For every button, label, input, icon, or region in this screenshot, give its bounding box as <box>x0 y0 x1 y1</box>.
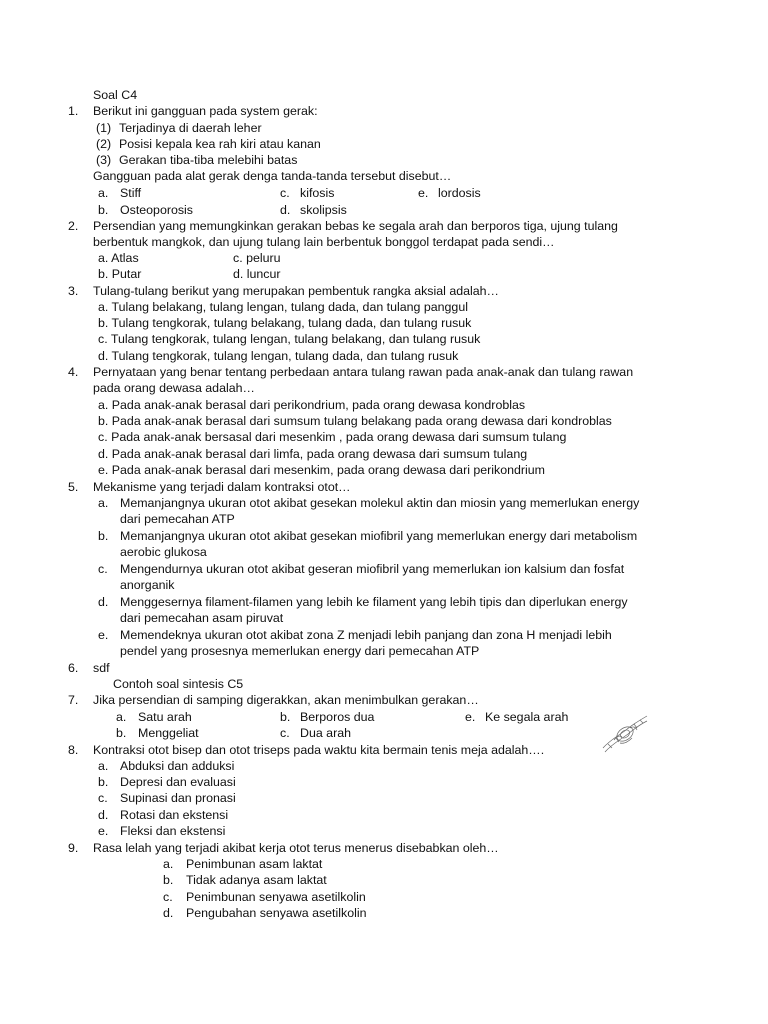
option-label: a. <box>98 496 109 510</box>
option-text: b. Tulang tengkorak, tulang belakang, tulang dada, dan tulang rusuk <box>98 316 472 330</box>
question-3-text: Tulang-tulang berikut yang merupakan pembentuk rangka aksial adalah… <box>93 284 499 298</box>
option-label: a. <box>163 857 174 871</box>
option-label: d. <box>98 595 109 609</box>
q1-item-number: (1) <box>96 121 112 135</box>
section-header: Soal C4 <box>93 88 138 102</box>
option-text: c. Pada anak-anak bersasal dari mesenkim , pada orang dewasa dari sumsum tulang <box>98 430 567 444</box>
option-text: Satu arah <box>138 710 192 724</box>
option-text: Stiff <box>120 186 142 200</box>
option-text: dari pemecahan asam piruvat <box>120 611 284 625</box>
question-8-text: Kontraksi otot bisep dan otot triseps pada waktu kita bermain tenis meja adalah…. <box>93 743 545 757</box>
option-text: a. Tulang belakang, tulang lengan, tulang dada, dan tulang panggul <box>98 300 468 314</box>
option-text: Memanjangnya ukuran otot akibat gesekan molekul aktin dan miosin yang memerlukan energy <box>120 496 640 510</box>
option-text: Penimbunan senyawa asetilkolin <box>186 890 366 904</box>
option-label: b. <box>163 873 174 887</box>
option-text: pendel yang prosesnya memerlukan energy dari pemecahan ATP <box>120 644 480 658</box>
question-3-number: 3. <box>68 284 79 298</box>
question-8-number: 8. <box>68 743 79 757</box>
question-1-number: 1. <box>68 104 79 118</box>
question-9-text: Rasa lelah yang terjadi akibat kerja otot terus menerus disebabkan oleh… <box>93 841 499 855</box>
joint-sketch-image <box>600 710 650 760</box>
option-label: c. <box>280 186 290 200</box>
question-4-number: 4. <box>68 365 79 379</box>
option-text: Rotasi dan ekstensi <box>120 808 229 822</box>
option-text: lordosis <box>438 186 481 200</box>
option-text: Pengubahan senyawa asetilkolin <box>186 906 367 920</box>
option-text: dari pemecahan ATP <box>120 512 235 526</box>
question-7-number: 7. <box>68 693 79 707</box>
option-text: a. Atlas <box>98 251 139 265</box>
option-text: Fleksi dan ekstensi <box>120 824 226 838</box>
question-6-text: sdf <box>93 661 110 675</box>
option-label: c. <box>98 562 108 576</box>
option-label: b. <box>116 726 127 740</box>
option-label: e. <box>465 710 476 724</box>
sintesis-section-title: Contoh soal sintesis C5 <box>113 677 244 691</box>
option-text: aerobic glukosa <box>120 545 207 559</box>
question-2-text: Persendian yang memungkinkan gerakan bebas ke segala arah dan berporos tiga, ujung tulang <box>93 219 618 233</box>
question-6-number: 6. <box>68 661 79 675</box>
option-label: b. <box>280 710 291 724</box>
option-label: b. <box>98 529 109 543</box>
option-label: c. <box>98 791 108 805</box>
option-text: skolipsis <box>300 203 347 217</box>
option-text: c. peluru <box>233 251 281 265</box>
option-text: Abduksi dan adduksi <box>120 759 235 773</box>
option-text: Memanjangnya ukuran otot akibat gesekan miofibril yang memerlukan energy dari metabolism <box>120 529 638 543</box>
option-label: e. <box>98 824 109 838</box>
option-text: Depresi dan evaluasi <box>120 775 236 789</box>
option-text: c. Tulang tengkorak, tulang lengan, tulang belakang, dan tulang rusuk <box>98 332 481 346</box>
question-2-text: berbentuk mangkok, dan ujung tulang lain berbentuk bonggol terdapat pada sendi… <box>93 235 555 249</box>
option-text: Menggeliat <box>138 726 199 740</box>
option-label: c. <box>280 726 290 740</box>
question-2-number: 2. <box>68 219 79 233</box>
option-label: e. <box>98 628 109 642</box>
q1-item-text: Terjadinya di daerah leher <box>119 121 262 135</box>
option-label: c. <box>163 890 173 904</box>
option-text: Osteoporosis <box>120 203 194 217</box>
option-label: d. <box>280 203 291 217</box>
option-label: b. <box>98 203 109 217</box>
option-text: b. Pada anak-anak berasal dari sumsum tulang belakang pada orang dewasa dari kondroblas <box>98 414 612 428</box>
q1-item-text: Posisi kepala kea rah kiri atau kanan <box>119 137 321 151</box>
question-5-number: 5. <box>68 480 79 494</box>
option-text: Penimbunan asam laktat <box>186 857 323 871</box>
option-label: a. <box>98 759 109 773</box>
option-text: d. Tulang tengkorak, tulang lengan, tulang dada, dan tulang rusuk <box>98 349 459 363</box>
question-9-number: 9. <box>68 841 79 855</box>
option-label: a. <box>116 710 127 724</box>
option-label: d. <box>98 808 109 822</box>
option-text: d. Pada anak-anak berasal dari limfa, pada orang dewasa dari sumsum tulang <box>98 447 528 461</box>
option-text: b. Putar <box>98 267 142 281</box>
option-text: a. Pada anak-anak berasal dari perikondrium, pada orang dewasa kondroblas <box>98 398 526 412</box>
option-text: kifosis <box>300 186 335 200</box>
option-label: a. <box>98 186 109 200</box>
option-text: Dua arah <box>300 726 351 740</box>
option-label: d. <box>163 906 174 920</box>
question-4-text: pada orang dewasa adalah… <box>93 381 255 395</box>
option-text: d. luncur <box>233 267 281 281</box>
option-text: Berporos dua <box>300 710 375 724</box>
option-text: Memendeknya ukuran otot akibat zona Z menjadi lebih panjang dan zona H menjadi lebih <box>120 628 612 642</box>
question-1-stem: Gangguan pada alat gerak denga tanda-tanda tersebut disebut… <box>93 169 452 183</box>
option-text: Supinasi dan pronasi <box>120 791 236 805</box>
option-text: Tidak adanya asam laktat <box>186 873 327 887</box>
option-text: Menggesernya filament-filamen yang lebih ke filament yang lebih tipis dan diperlukan energy <box>120 595 628 609</box>
option-label: b. <box>98 775 109 789</box>
option-text: Ke segala arah <box>485 710 569 724</box>
question-4-text: Pernyataan yang benar tentang perbedaan antara tulang rawan pada anak-anak dan tulang rawan <box>93 365 634 379</box>
question-5-text: Mekanisme yang terjadi dalam kontraksi otot… <box>93 480 351 494</box>
q1-item-number: (2) <box>96 137 112 151</box>
option-label: e. <box>418 186 429 200</box>
q1-item-number: (3) <box>96 153 112 167</box>
option-text: e. Pada anak-anak berasal dari mesenkim, pada orang dewasa dari perikondrium <box>98 463 546 477</box>
option-text: Mengendurnya ukuran otot akibat geseran miofibril yang memerlukan ion kalsium dan fosfat <box>120 562 625 576</box>
question-1-text: Berikut ini gangguan pada system gerak: <box>93 104 318 118</box>
question-7-text: Jika persendian di samping digerakkan, akan menimbulkan gerakan… <box>93 693 479 707</box>
q1-item-text: Gerakan tiba-tiba melebihi batas <box>119 153 298 167</box>
option-text: anorganik <box>120 578 175 592</box>
